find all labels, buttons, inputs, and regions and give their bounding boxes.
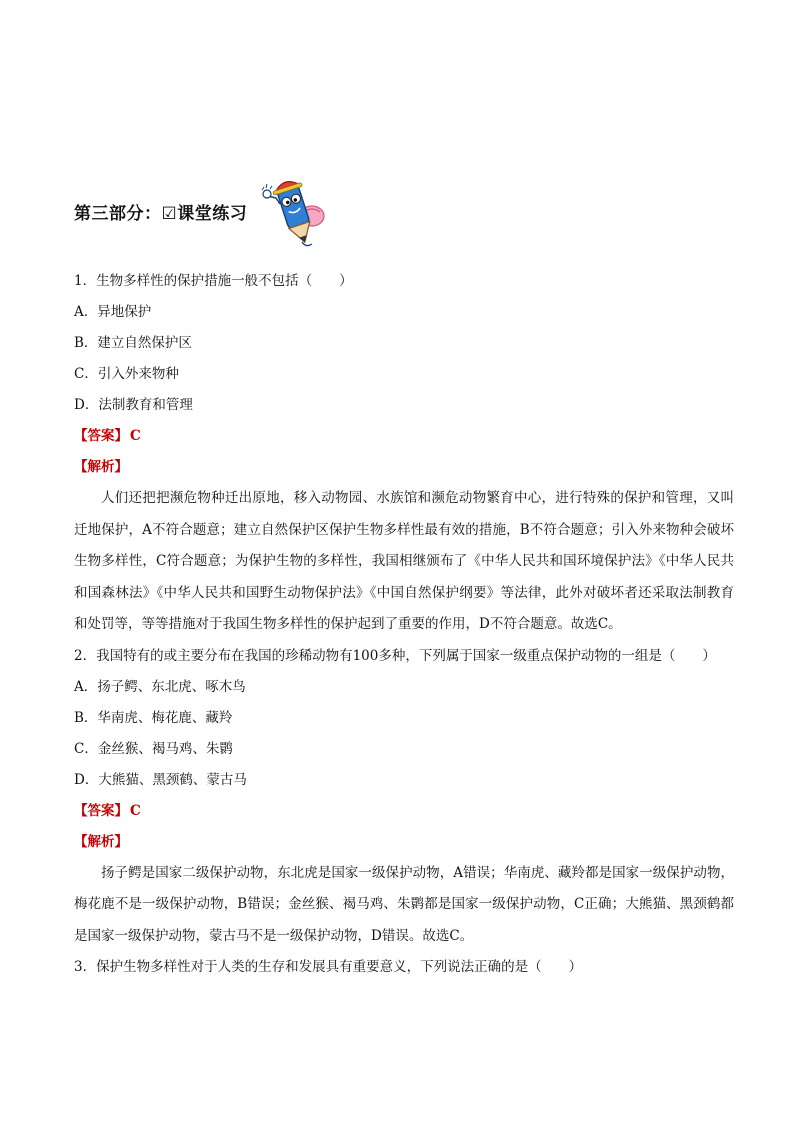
analysis-label: 【解析】 (74, 459, 128, 475)
pencil-mascot-icon (258, 172, 342, 252)
question-stem: 3．保护生物多样性对于人类的生存和发展具有重要意义，下列说法正确的是（ ） (74, 959, 583, 975)
option-d: D．大熊猫、黑颈鹤、蒙古马 (74, 771, 247, 788)
option-a: A．异地保护 (74, 304, 152, 320)
analysis-row (74, 827, 734, 858)
question-stem: 2．我国特有的或主要分布在我国的珍稀动物有100多种，下列属于国家一级重点保护动物的一组是（ ） (74, 647, 716, 664)
answer-row (74, 421, 734, 452)
answer-row (74, 796, 734, 827)
analysis-text: 人们还把把濒危物种迁出原地，移入动物园、水族馆和濒危动物繁育中心，进行特殊的保护和管理，又叫迁地保护，A不符合题意；建立自然保护区保护生物多样性最有效的措施，B不符合题意；引入外来物种会破坏生物多样性，C符合题意；为保护生物的多样性，我国相继颁布了《中华人民共和国环境保护法》《中华人民共和国森林法》《中华人民共和国野生动物保护法》《中国自然保护纲要》等法律，此外对破坏者还采取法制教育和处罚等，等等措施对于我国生物多样性的保护起到了重要的作用，D不符合题意。故选C。 (74, 490, 734, 632)
option-c: C．引入外来物种 (74, 366, 179, 382)
section-header (74, 172, 374, 252)
question-stem: 1．生物多样性的保护措施一般不包括（ ） (74, 273, 353, 289)
option-a: A．扬子鳄、东北虎、啄木鸟 (74, 678, 246, 695)
answer-value: C (130, 428, 141, 444)
section-title: 第三部分：☑课堂练习 (74, 204, 248, 224)
exercise-body (74, 266, 734, 983)
answer-value: C (130, 802, 141, 819)
answer-label: 【答案】 (74, 802, 128, 819)
option-b: B．华南虎、梅花鹿、藏羚 (74, 709, 233, 726)
analysis-row (74, 452, 734, 483)
analysis-label: 【解析】 (74, 833, 128, 850)
answer-label: 【答案】 (74, 428, 128, 444)
analysis-text: 扬子鳄是国家二级保护动物，东北虎是国家一级保护动物，A错误；华南虎、藏羚都是国家一级保护动物，梅花鹿不是一级保护动物，B错误；金丝猴、褐马鸡、朱鹮都是国家一级保护动物，C正确；大熊猫、黑颈鹤都是国家一级保护动物，蒙古马不是一级保护动物，D错误。故选C。 (74, 864, 734, 944)
option-c: C．金丝猴、褐马鸡、朱鹮 (74, 740, 233, 757)
option-d: D．法制教育和管理 (74, 397, 193, 413)
option-b: B．建立自然保护区 (74, 335, 192, 351)
